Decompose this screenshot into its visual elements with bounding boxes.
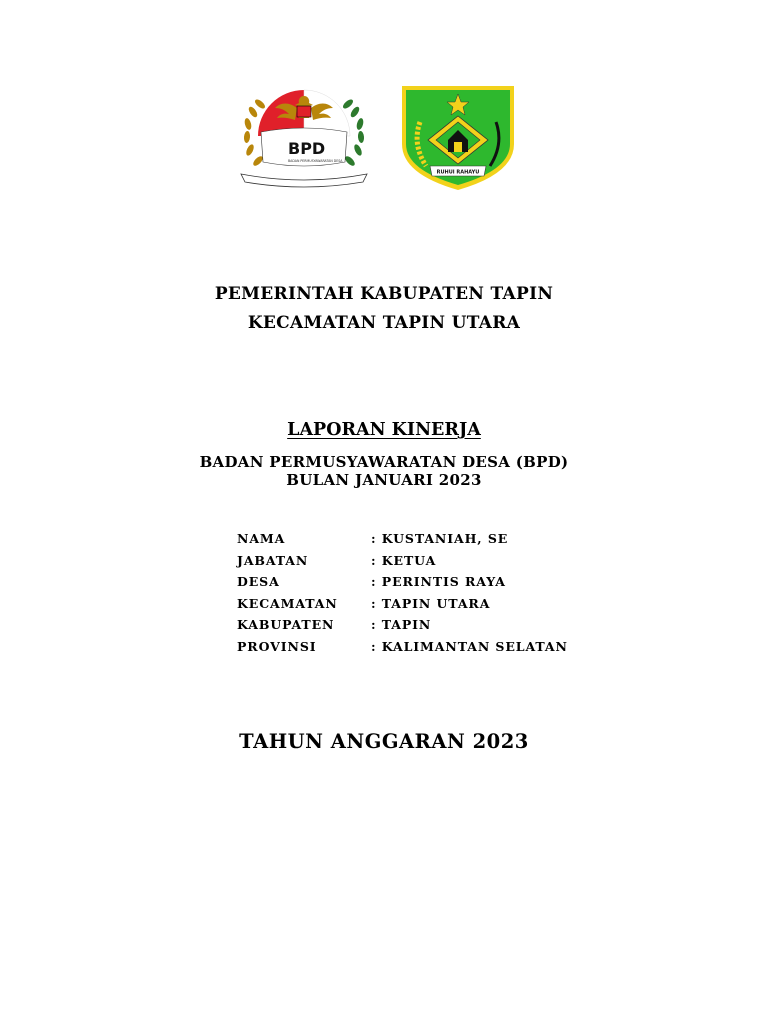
info-row bbox=[237, 550, 568, 572]
agency-name: BADAN PERMUSYAWARATAN DESA (BPD) bbox=[199, 453, 569, 471]
info-row bbox=[237, 593, 568, 615]
info-value: : PERINTIS RAYA bbox=[371, 574, 506, 590]
government-line-1: PEMERINTAH KABUPATEN TAPIN bbox=[214, 284, 554, 304]
info-value: : KUSTANIAH, SE bbox=[371, 531, 509, 547]
info-row bbox=[237, 528, 568, 550]
bpd-logo-icon bbox=[237, 82, 371, 188]
info-row bbox=[237, 571, 568, 593]
info-table bbox=[237, 528, 568, 657]
report-title bbox=[0, 420, 768, 440]
tapin-logo-icon bbox=[396, 82, 520, 192]
garuda-shield bbox=[297, 106, 311, 117]
info-label: JABATAN bbox=[237, 552, 309, 568]
info-value: : KETUA bbox=[371, 552, 437, 568]
info-value: : KALIMANTAN SELATAN bbox=[371, 638, 568, 654]
info-row bbox=[237, 614, 568, 636]
info-value: : TAPIN UTARA bbox=[371, 595, 491, 611]
info-row bbox=[237, 636, 568, 658]
government-line-2: KECAMATAN TAPIN UTARA bbox=[247, 313, 521, 333]
report-title-text: LAPORAN KINERJA bbox=[287, 420, 481, 440]
report-period: BULAN JANUARI 2023 bbox=[286, 471, 482, 489]
logo-ribbon bbox=[241, 174, 367, 187]
info-value: : TAPIN bbox=[371, 617, 432, 633]
info-label: PROVINSI bbox=[237, 638, 317, 654]
info-label: DESA bbox=[237, 574, 280, 590]
fiscal-year: TAHUN ANGGARAN 2023 bbox=[239, 730, 529, 753]
info-label: NAMA bbox=[237, 531, 286, 547]
house-door bbox=[454, 142, 462, 152]
bpd-logo-small-text: BADAN PERMUSYAWARATAN DESA bbox=[288, 159, 343, 163]
info-label: KECAMATAN bbox=[237, 595, 338, 611]
info-label: KABUPATEN bbox=[237, 617, 335, 633]
bpd-logo-text: BPD bbox=[288, 139, 326, 158]
tapin-ribbon-text: RUHUI RAHAYU bbox=[436, 169, 480, 176]
